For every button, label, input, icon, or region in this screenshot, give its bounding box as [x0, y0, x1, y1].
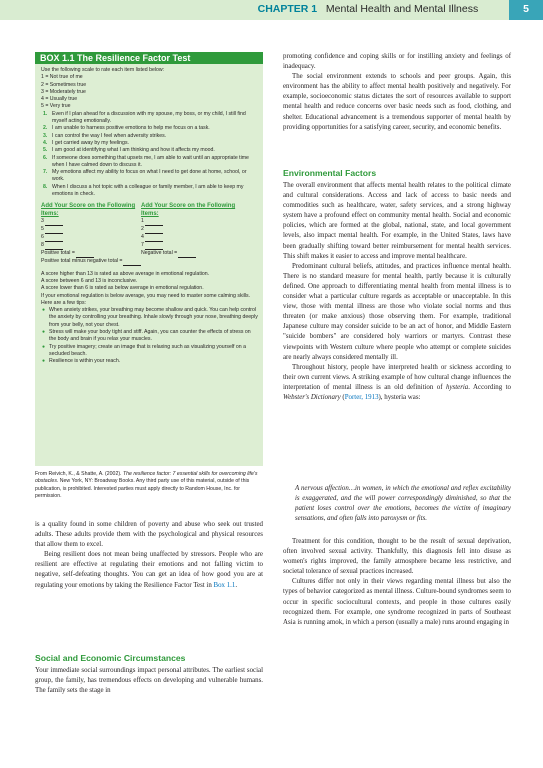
paragraph: Your immediate social surroundings impact personal attributes. The earliest social group, the family, has tremendous effects on developing and vulnerable humans. The family sets the stage in [35, 667, 263, 695]
rating-scale [41, 74, 259, 110]
section-heading-environmental: Environmental Factors [283, 168, 377, 178]
negative-heading: Add Your Score on the Following Items: [141, 203, 236, 218]
paragraph: Treatment for this condition, thought to be the result of sexual deprivation, often involved sexual activity. Thankfully, this diagnosis fell into disuse as women's rights improved, the family atmosphere became less restrictive, and societal tolerance of sexual practices increased. [283, 538, 511, 576]
page-number: 5 [523, 3, 529, 15]
right-column-text-2 [283, 181, 511, 403]
chapter-label: CHAPTER 1 [257, 3, 318, 15]
positive-total: Positive total = [41, 250, 75, 257]
tip-item: ● When anxiety strikes, your breathing may become shallow and quick. You can help control the anxiety by controlling your breathing. Inhale slowly through your nose, breathing deeply from your belly, not your chest. [41, 307, 259, 329]
score-columns [41, 202, 259, 258]
negative-total: Negative total = [141, 250, 178, 257]
test-item: 7. My emotions affect my ability to focus on what I need to get done at home, school, or work. [43, 169, 247, 183]
calming-tips [41, 307, 259, 365]
citation-link[interactable]: Porter, 1913 [344, 393, 379, 401]
interpretation-line: If your emotional regulation is below average, you may need to master some calming skills. Here are a few tips: [41, 292, 251, 306]
test-item: 3. I can control the way I feel when adversity strikes. [43, 132, 167, 139]
box-source-note: From Reivich, K., & Shatte, A. (2002). The resilience factor: 7 essential skills for overcoming life's obstacles. New York, NY: Broadway Books. Any third party use of this material, outside of this publication, is prohibited. Interested parties must apply directly to Random House, Inc. for permission. [35, 471, 258, 500]
scale-item: 3 = Moderately true [41, 88, 86, 95]
test-item: 2. I am unable to harness positive emotions to help me focus on a task. [43, 125, 210, 132]
paragraph: Being resilient does not mean being unaffected by stressors. People who are resilient are effective at regulating their emotions and not falling victim to negative, self-defeating thoughts. You can get an idea of how good you are at regulating your emotions by taking the Resilience Factor Test in Box 1.1. [35, 551, 263, 589]
right-column-text-3 [283, 537, 511, 628]
box-intro: Use the following scale to rate each item listed below: [41, 67, 165, 73]
test-item: 5. I am good at identifying what I am thinking and how it affects my mood. [43, 147, 215, 154]
box-reference-link[interactable]: Box 1.1 [213, 581, 236, 589]
interpretation-line: A score higher than 13 is rated as above average in emotional regulation. [41, 270, 210, 277]
left-column-text-2 [35, 666, 263, 696]
tip-item: ● Resilience is within your reach. [41, 358, 259, 365]
positive-heading: Add Your Score on the Following Items: [41, 203, 136, 218]
test-items [41, 111, 259, 199]
scale-item: 1 = Not true of me [41, 74, 83, 81]
test-item: 8. When I discuss a hot topic with a colleague or family member, I am able to keep my emotions in check. [43, 183, 244, 198]
paragraph: promoting confidence and coping skills or for instilling anxiety and feelings of inadequacy. [283, 53, 511, 71]
box-title: BOX 1.1 The Resilience Factor Test [35, 52, 263, 64]
negative-column: Add Your Score on the Following Items: 1 2 4 7 Negative total = [141, 202, 241, 258]
tip-item: ● Stress will make your body tight and stiff. Again, you can counter the effects of stress on the body and brain if you relax your muscles. [41, 329, 259, 344]
test-item: 4. I get carried away by my feelings. [43, 139, 129, 146]
tip-item: ● Try positive imagery; create an image that is relaxing such as visualizing yourself on a secluded beach. [41, 344, 259, 359]
box-body [41, 67, 259, 366]
left-column-text [35, 520, 263, 591]
positive-column: Add Your Score on the Following Items: 3 5 6 8 Positive total = [41, 202, 141, 258]
difference-total: Positive total minus negative total = [41, 258, 259, 265]
paragraph: The overall environment that affects mental health relates to the political climate and cultural considerations. Access and lack of access to basic needs and commodities such as healthcare, water, safety services, and a strong highway system have a profound effect on community mental health. Social and economic policies, which are formed at the global, national, state, and local government levels, also impact mental health. For example, in the United States, laws have been gradually shifting toward better reimbursement for mental health services. This shift makes it easier to access and improve mental healthcare. [283, 182, 511, 260]
test-item: 1. Even if I plan ahead for a discussion with my spouse, my boss, or my child, I still find myself acting emotionally. [43, 110, 246, 125]
interpretation-line: A score between 6 and 13 is inconclusive. [41, 277, 138, 284]
section-heading-social: Social and Economic Circumstances [35, 653, 186, 663]
scale-item: 2 = Sometimes true [41, 81, 87, 88]
paragraph: Predominant cultural beliefs, attitudes, and practices influence mental health. There is no standard measure for mental health, partly because it is culturally defined. One approach to differentiating mental health from mental illness is to consider what a particular culture regards as acceptable or unacceptable. In this view, those with mental illness are those who violate social norms and thus threaten (or make anxious) those observing them. For example, traditional Japanese culture may consider suicide to be an act of honor, and Middle Eastern "suicide bombers" are considered holy warriors or martyrs. Contrast these viewpoints with Western culture where people who attempt or complete suicides are nearly always considered mentally ill. [283, 262, 511, 361]
right-column-text [283, 52, 511, 133]
running-header-text [258, 2, 529, 16]
chapter-title: Mental Health and Mental Illness [325, 3, 479, 15]
scale-item: 4 = Usually true [41, 96, 78, 103]
test-item: 6. If someone does something that upsets me, I am able to wait until an appropriate time when I have calmed down to discuss it. [43, 154, 249, 168]
scale-item: 5 = Very true [41, 103, 71, 110]
block-quote: A nervous affection…in women, in which the emotional and reflex excitability is exaggerated, and the will power correspondingly diminished, so that the patient loses control over the emotions, becomes the victim of imaginary sensations, and often falls into paroxysm or fits. [295, 485, 511, 523]
paragraph: The social environment extends to schools and peer groups. Again, this environment has the ability to affect mental health positively and negatively. For example, socioeconomic status dictates the sort of resources available to support mental health and reduce concerns over basic needs such as food, clothing, and shelter. Educational advancement is a tremendous supporter of mental health by providing opportunities for a satisfying career, security, and economic benefits. [283, 73, 511, 131]
paragraph: is a quality found in some children of poverty and abuse who seek out trusted adults. These adults provide them with the psychological and physical resources that allow them to excel. [35, 521, 263, 549]
interpretation-line: A score lower than 6 is rated as below average in emotional regulation. [41, 285, 204, 292]
paragraph: Cultures differ not only in their views regarding mental illness but also the types of behavior categorized as mental illness. Culture-bound syndromes seem to occur in specific sociocultural contexts, and people in those cultures easily recognized them. For example, one syndrome recognized in parts of Southeast Asia is running amok, in which a person (usually a male) runs around engaging in [283, 578, 511, 626]
paragraph: Throughout history, people have interpreted health or sickness according to their own current views. A striking example of how cultural change influences the interpretation of mental illness is an old definition of hysteria. According to Webster's Dictionary (Porter, 1913), hysteria was: [283, 363, 511, 401]
